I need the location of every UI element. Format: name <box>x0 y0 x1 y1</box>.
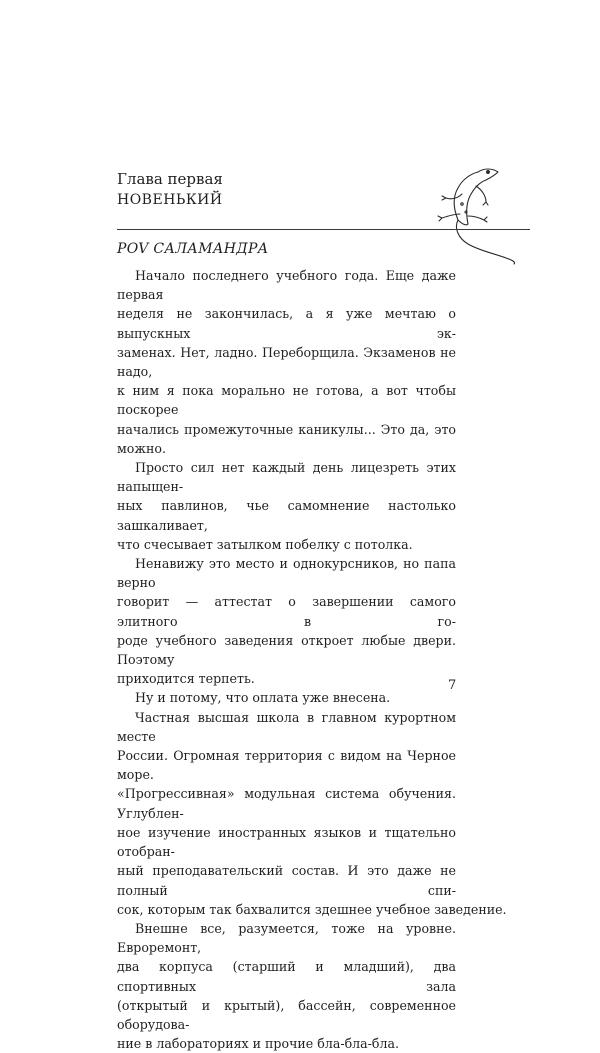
text-line: ние в лабораториях и прочие бла-бла-бла. <box>117 1036 400 1052</box>
text-line: Начало последнего учебного года. Еще даже первая <box>117 268 456 303</box>
text-line: сок, которым так бахвалится здешнее учебное заведение. <box>117 901 507 917</box>
paragraph <box>117 458 456 554</box>
text-line: к ним я пока морально не готова, а вот чтобы поскорее <box>117 383 456 418</box>
paragraph <box>117 919 456 1053</box>
text-line: «Прогрессивная» модульная система обучения. Углублен- <box>117 786 456 821</box>
chapter-title: НОВЕНЬКИЙ <box>117 192 223 208</box>
chapter-label: Глава первая <box>117 170 223 188</box>
text-line: ный преподавательский состав. И это даже не полный спи- <box>117 863 456 898</box>
text-line: России. Огромная территория с видом на Черное море. <box>117 748 456 783</box>
text-line: говорит — аттестат о завершении самого элитного в го- <box>117 594 456 629</box>
text-line: Ну и потому, что оплата уже внесена. <box>135 690 391 706</box>
text-line: (открытый и крытый), бассейн, современное оборудова- <box>117 997 456 1032</box>
text-line: ное изучение иностранных языков и тщательно отобран- <box>117 824 456 860</box>
text-line: начались промежуточные каникулы... Это да, это можно. <box>117 421 456 456</box>
paragraph <box>117 554 456 688</box>
chapter-divider <box>117 229 530 230</box>
text-line: Внешне все, разумеется, тоже на уровне. Евроремонт, <box>117 920 456 956</box>
paragraph <box>117 688 456 707</box>
text-line: роде учебного заведения откроет любые двери. Поэтому <box>117 632 456 668</box>
text-line: заменах. Нет, ладно. Переборщила. Экзаменов не надо, <box>117 344 456 380</box>
paragraph <box>117 708 507 919</box>
text-line: два корпуса (старший и младший), два спортивных зала <box>117 959 456 994</box>
text-line: приходится терпеть. <box>117 671 255 687</box>
text-line: Просто сил нет каждый день лицезреть этих напыщен- <box>117 460 456 495</box>
text-line: ных павлинов, чье самомнение настолько зашкаливает, <box>117 498 456 533</box>
paragraph <box>117 266 456 458</box>
text-line: Ненавижу это место и однокурсников, но папа верно <box>117 556 456 591</box>
page-number: 7 <box>448 678 457 693</box>
text-line: неделя не закончилась, а я уже мечтаю о выпускных эк- <box>117 306 456 341</box>
text-line: Частная высшая школа в главном курортном месте <box>117 709 456 744</box>
text-line: что счесывает затылком побелку с потолка. <box>117 536 413 552</box>
salamander-icon <box>428 158 548 266</box>
pov-heading: POV САЛАМАНДРА <box>117 241 269 257</box>
body-text <box>117 266 507 1053</box>
